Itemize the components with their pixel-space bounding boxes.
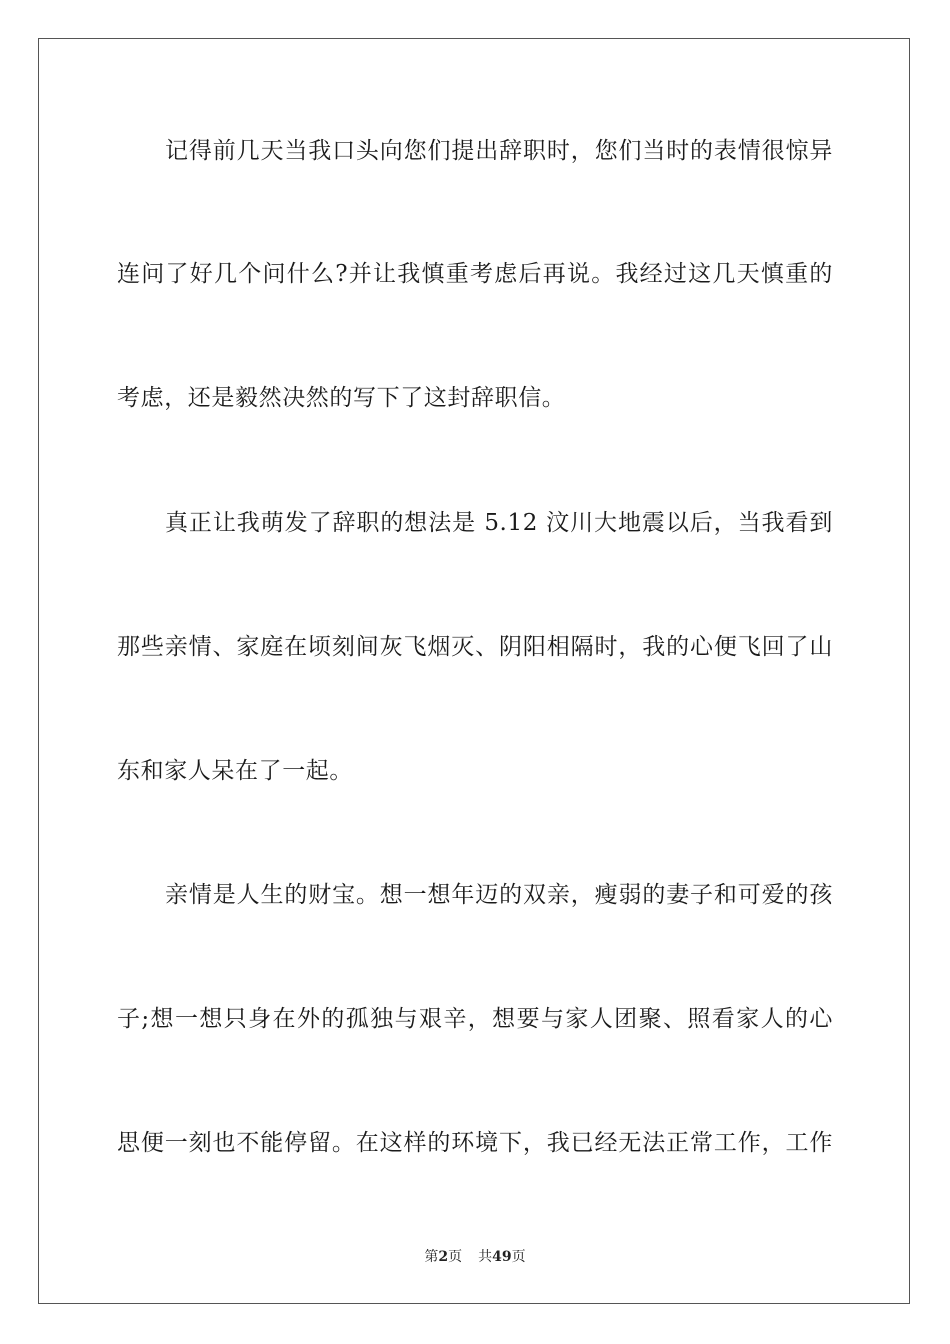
paragraph-1-line-1: 记得前几天当我口头向您们提出辞职时，您们当时的表情很惊异 [165,138,833,164]
paragraph-3-line-2: 子;想一想只身在外的孤独与艰辛，想要与家人团聚、照看家人的心 [117,1006,833,1032]
page-number: 2 [438,1249,449,1265]
paragraph-1-line-3: 考虑，还是毅然决然的写下了这封辞职信。 [117,385,566,411]
total-suffix: 页 [511,1249,526,1265]
total-prefix: 共 [478,1249,493,1265]
page-suffix: 页 [448,1249,463,1265]
paragraph-2-line-2: 那些亲情、家庭在顷刻间灰飞烟灭、阴阳相隔时，我的心便飞回了山 [117,634,833,660]
paragraph-3-line-3: 思便一刻也不能停留。在这样的环境下，我已经无法正常工作，工作 [117,1130,833,1156]
paragraph-3-line-1: 亲情是人生的财宝。想一想年迈的双亲，瘦弱的妻子和可爱的孩 [165,882,833,908]
page-footer [0,1247,950,1267]
total-pages: 49 [492,1249,512,1265]
paragraph-2-line-1: 真正让我萌发了辞职的想法是 5.12 汶川大地震以后，当我看到 [165,510,833,536]
page-prefix: 第 [424,1249,439,1265]
page-border [38,38,910,1304]
paragraph-1-line-2: 连问了好几个问什么?并让我慎重考虑后再说。我经过这几天慎重的 [117,261,833,287]
paragraph-2-line-3: 东和家人呆在了一起。 [117,758,353,784]
